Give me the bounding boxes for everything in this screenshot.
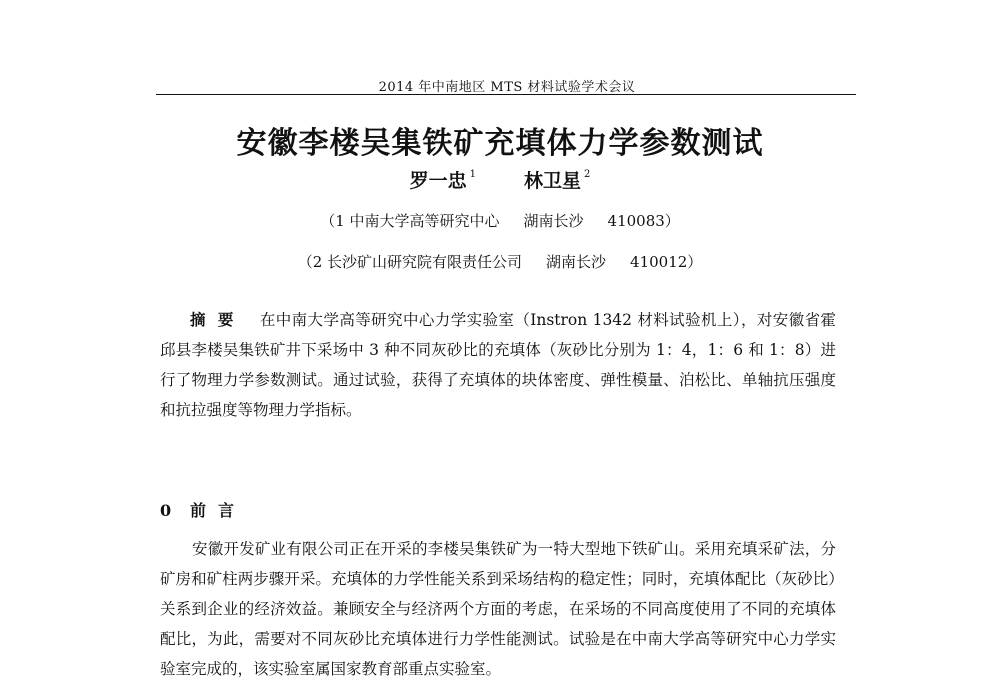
- abstract-text: 在中南大学高等研究中心力学实验室（Instron 1342 材料试验机上），对安徽省霍邱县李楼吴集铁矿井下采场中 3 种不同灰砂比的充填体（灰砂比分别为 1：4，1：6 和 1：8）进行了物理力学参数测试。通过试验，获得了充填体的块体密度、弹性模量、泊松比、单轴抗压强度和抗拉强度等物理力学指标。: [160, 311, 836, 419]
- affiliation-mark: 1: [469, 169, 476, 180]
- author-1: [410, 166, 476, 193]
- section-heading: [160, 498, 246, 521]
- introduction-paragraph: 安徽开发矿业有限公司正在开采的李楼吴集铁矿为一特大型地下铁矿山。采用充填采矿法，分矿房和矿柱两步骤开采。充填体的力学性能关系到采场结构的稳定性；同时，充填体配比（灰砂比）关系到企业的经济效益。兼顾安全与经济两个方面的考虑，在采场的不同高度使用了不同的充填体配比，为此，需要对不同灰砂比充填体进行力学性能测试。试验是在中南大学高等研究中心力学实验室完成的，该实验室属国家教育部重点实验室。: [160, 540, 836, 678]
- author-name: 罗一忠: [409, 170, 467, 192]
- author-name: 林卫星: [524, 170, 582, 192]
- affiliation-prefix: （1: [320, 212, 345, 230]
- author-line: [160, 166, 840, 193]
- affiliation-1: [160, 210, 840, 231]
- author-2: [524, 166, 590, 193]
- affiliation-org: 中南大学高等研究中心: [349, 212, 500, 230]
- affiliation-prefix: （2: [297, 253, 323, 271]
- affiliation-city: 湖南长沙: [546, 253, 607, 271]
- section-title: 前言: [190, 501, 247, 520]
- section-number: 0: [160, 501, 172, 520]
- paper-title: 安徽李楼吴集铁矿充填体力学参数测试: [236, 126, 764, 161]
- affiliation-org: 长沙矿山研究院有限责任公司: [327, 253, 523, 271]
- abstract: [160, 305, 836, 425]
- affiliation-postcode: 410083）: [607, 212, 680, 230]
- abstract-label: 摘要: [190, 310, 246, 329]
- affiliation-mark: 2: [584, 169, 591, 180]
- affiliation-city: 湖南长沙: [523, 212, 584, 230]
- running-header: 2014 年中南地区 MTS 材料试验学术会议: [378, 80, 636, 95]
- affiliation-postcode: 410012）: [630, 253, 703, 271]
- affiliation-2: [160, 251, 840, 272]
- header-rule: [156, 94, 856, 95]
